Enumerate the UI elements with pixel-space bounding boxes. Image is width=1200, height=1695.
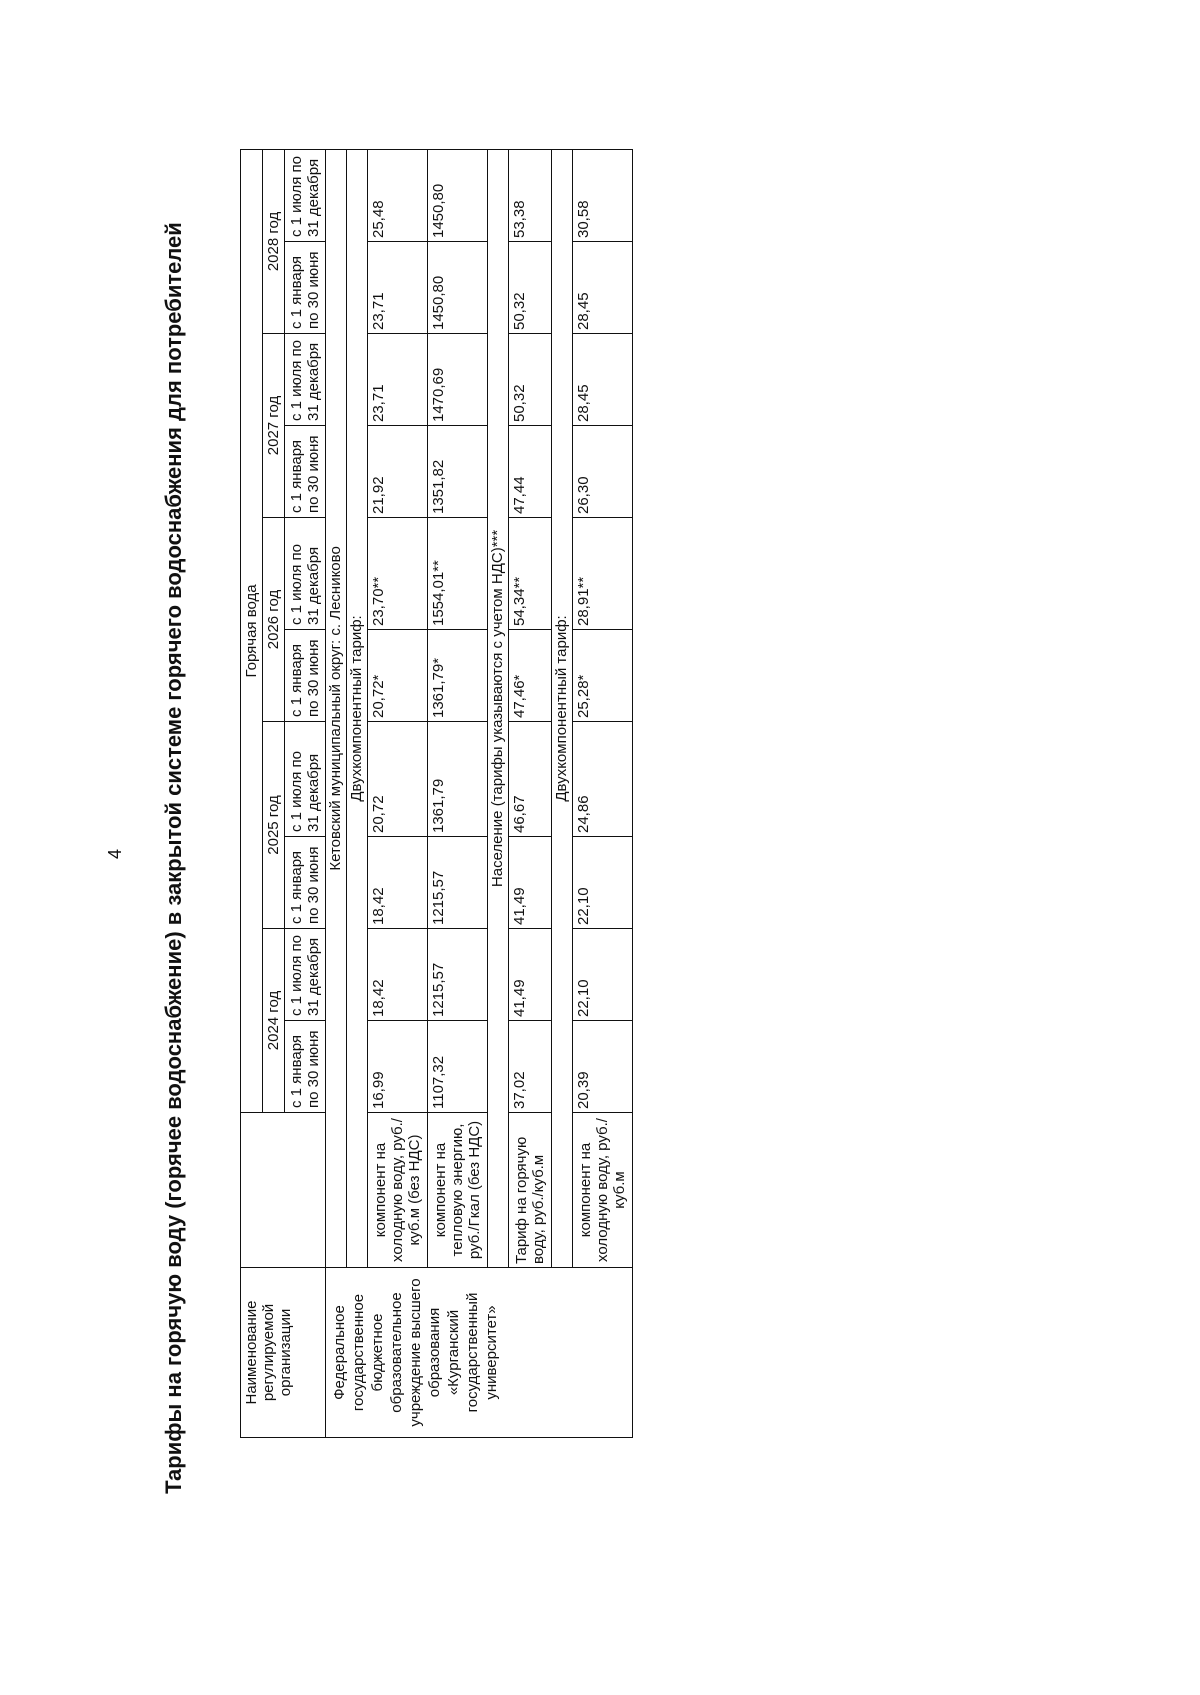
- row-label: компонент на холодную воду, руб./куб.м (без НДС): [368, 1113, 428, 1268]
- period-header: с 1 января по 30 июня: [285, 242, 326, 334]
- rotated-page-content: [150, 156, 1010, 1548]
- row-label: компонент на тепловую энергию, руб./Гкал (без НДС): [428, 1113, 488, 1268]
- value-cell: 20,39: [573, 1021, 633, 1113]
- value-cell: 18,42: [368, 837, 428, 929]
- row-label: Тариф на горячую воду, руб./куб.м: [509, 1113, 552, 1268]
- value-cell: 28,45: [573, 242, 633, 334]
- value-cell: 50,32: [509, 334, 552, 426]
- value-cell: 41,49: [509, 837, 552, 929]
- value-cell: 30,58: [573, 149, 633, 241]
- value-cell: 28,45: [573, 334, 633, 426]
- period-header: с 1 июля по 31 декабря: [285, 722, 326, 837]
- value-cell: 28,91**: [573, 518, 633, 630]
- value-cell: 1361,79: [428, 722, 488, 837]
- value-cell: 20,72*: [368, 630, 428, 722]
- period-header: с 1 июля по 31 декабря: [285, 518, 326, 630]
- value-cell: 16,99: [368, 1021, 428, 1113]
- period-header: с 1 января по 30 июня: [285, 1021, 326, 1113]
- value-cell: 20,72: [368, 722, 428, 837]
- value-cell: 41,49: [509, 929, 552, 1021]
- value-cell: 1361,79*: [428, 630, 488, 722]
- two-component-section-row: Двухкомпонентный тариф:: [347, 149, 368, 1267]
- value-cell: 1450,80: [428, 242, 488, 334]
- value-cell: 50,32: [509, 242, 552, 334]
- period-header: с 1 января по 30 июня: [285, 630, 326, 722]
- year-header-2028: 2028 год: [263, 149, 285, 333]
- period-header: с 1 января по 30 июня: [285, 426, 326, 518]
- org-name-header: Наименование регулируемой организации: [241, 1268, 326, 1438]
- value-cell: 22,10: [573, 837, 633, 929]
- value-cell: 1107,32: [428, 1021, 488, 1113]
- district-section-row: Кетовский муниципальный округ: с. Лесниково: [326, 149, 347, 1267]
- value-cell: 46,67: [509, 722, 552, 837]
- value-cell: 1215,57: [428, 837, 488, 929]
- period-header: с 1 января по 30 июня: [285, 837, 326, 929]
- value-cell: 25,48: [368, 149, 428, 241]
- value-cell: 24,86: [573, 722, 633, 837]
- two-component-section-row: Двухкомпонентный тариф:: [552, 149, 573, 1267]
- table-row: [509, 149, 552, 1437]
- value-cell: 47,44: [509, 426, 552, 518]
- year-header-2024: 2024 год: [263, 929, 285, 1113]
- year-header-2027: 2027 год: [263, 334, 285, 518]
- value-cell: 37,02: [509, 1021, 552, 1113]
- value-cell: 1351,82: [428, 426, 488, 518]
- value-cell: 21,92: [368, 426, 428, 518]
- value-cell: 1470,69: [428, 334, 488, 426]
- value-cell: 23,71: [368, 242, 428, 334]
- indicator-header: [241, 1113, 326, 1268]
- period-header: с 1 июля по 31 декабря: [285, 149, 326, 241]
- value-cell: 23,70**: [368, 518, 428, 630]
- value-cell: 1450,80: [428, 149, 488, 241]
- value-cell: 1554,01**: [428, 518, 488, 630]
- table-row: [368, 149, 428, 1437]
- value-cell: 26,30: [573, 426, 633, 518]
- row-label: компонент на холодную воду, руб./куб.м: [573, 1113, 633, 1268]
- year-header-2025: 2025 год: [263, 722, 285, 929]
- population-section-row: Население (тарифы указываются с учетом НДС)***: [488, 149, 509, 1267]
- year-header-2026: 2026 год: [263, 518, 285, 722]
- value-cell: 1215,57: [428, 929, 488, 1021]
- value-cell: 47,46*: [509, 630, 552, 722]
- value-cell: 25,28*: [573, 630, 633, 722]
- hot-water-group-header: Горячая вода: [241, 149, 263, 1112]
- tariff-table: [240, 149, 633, 1438]
- table-row: [573, 149, 633, 1437]
- organization-name-cell: Федеральное государственное бюджетное образовательное учреждение высшего образования «Курганский государственный университет»: [326, 1268, 633, 1438]
- value-cell: 53,38: [509, 149, 552, 241]
- value-cell: 54,34**: [509, 518, 552, 630]
- value-cell: 22,10: [573, 929, 633, 1021]
- value-cell: 18,42: [368, 929, 428, 1021]
- page-number: 4: [105, 849, 125, 860]
- period-header: с 1 июля по 31 декабря: [285, 334, 326, 426]
- table-row: [428, 149, 488, 1437]
- period-header: с 1 июля по 31 декабря: [285, 929, 326, 1021]
- document-title: Тарифы на горячую воду (горячее водоснабжение) в закрытой системе горячего водоснабжения для потребителей: [161, 222, 186, 1494]
- value-cell: 23,71: [368, 334, 428, 426]
